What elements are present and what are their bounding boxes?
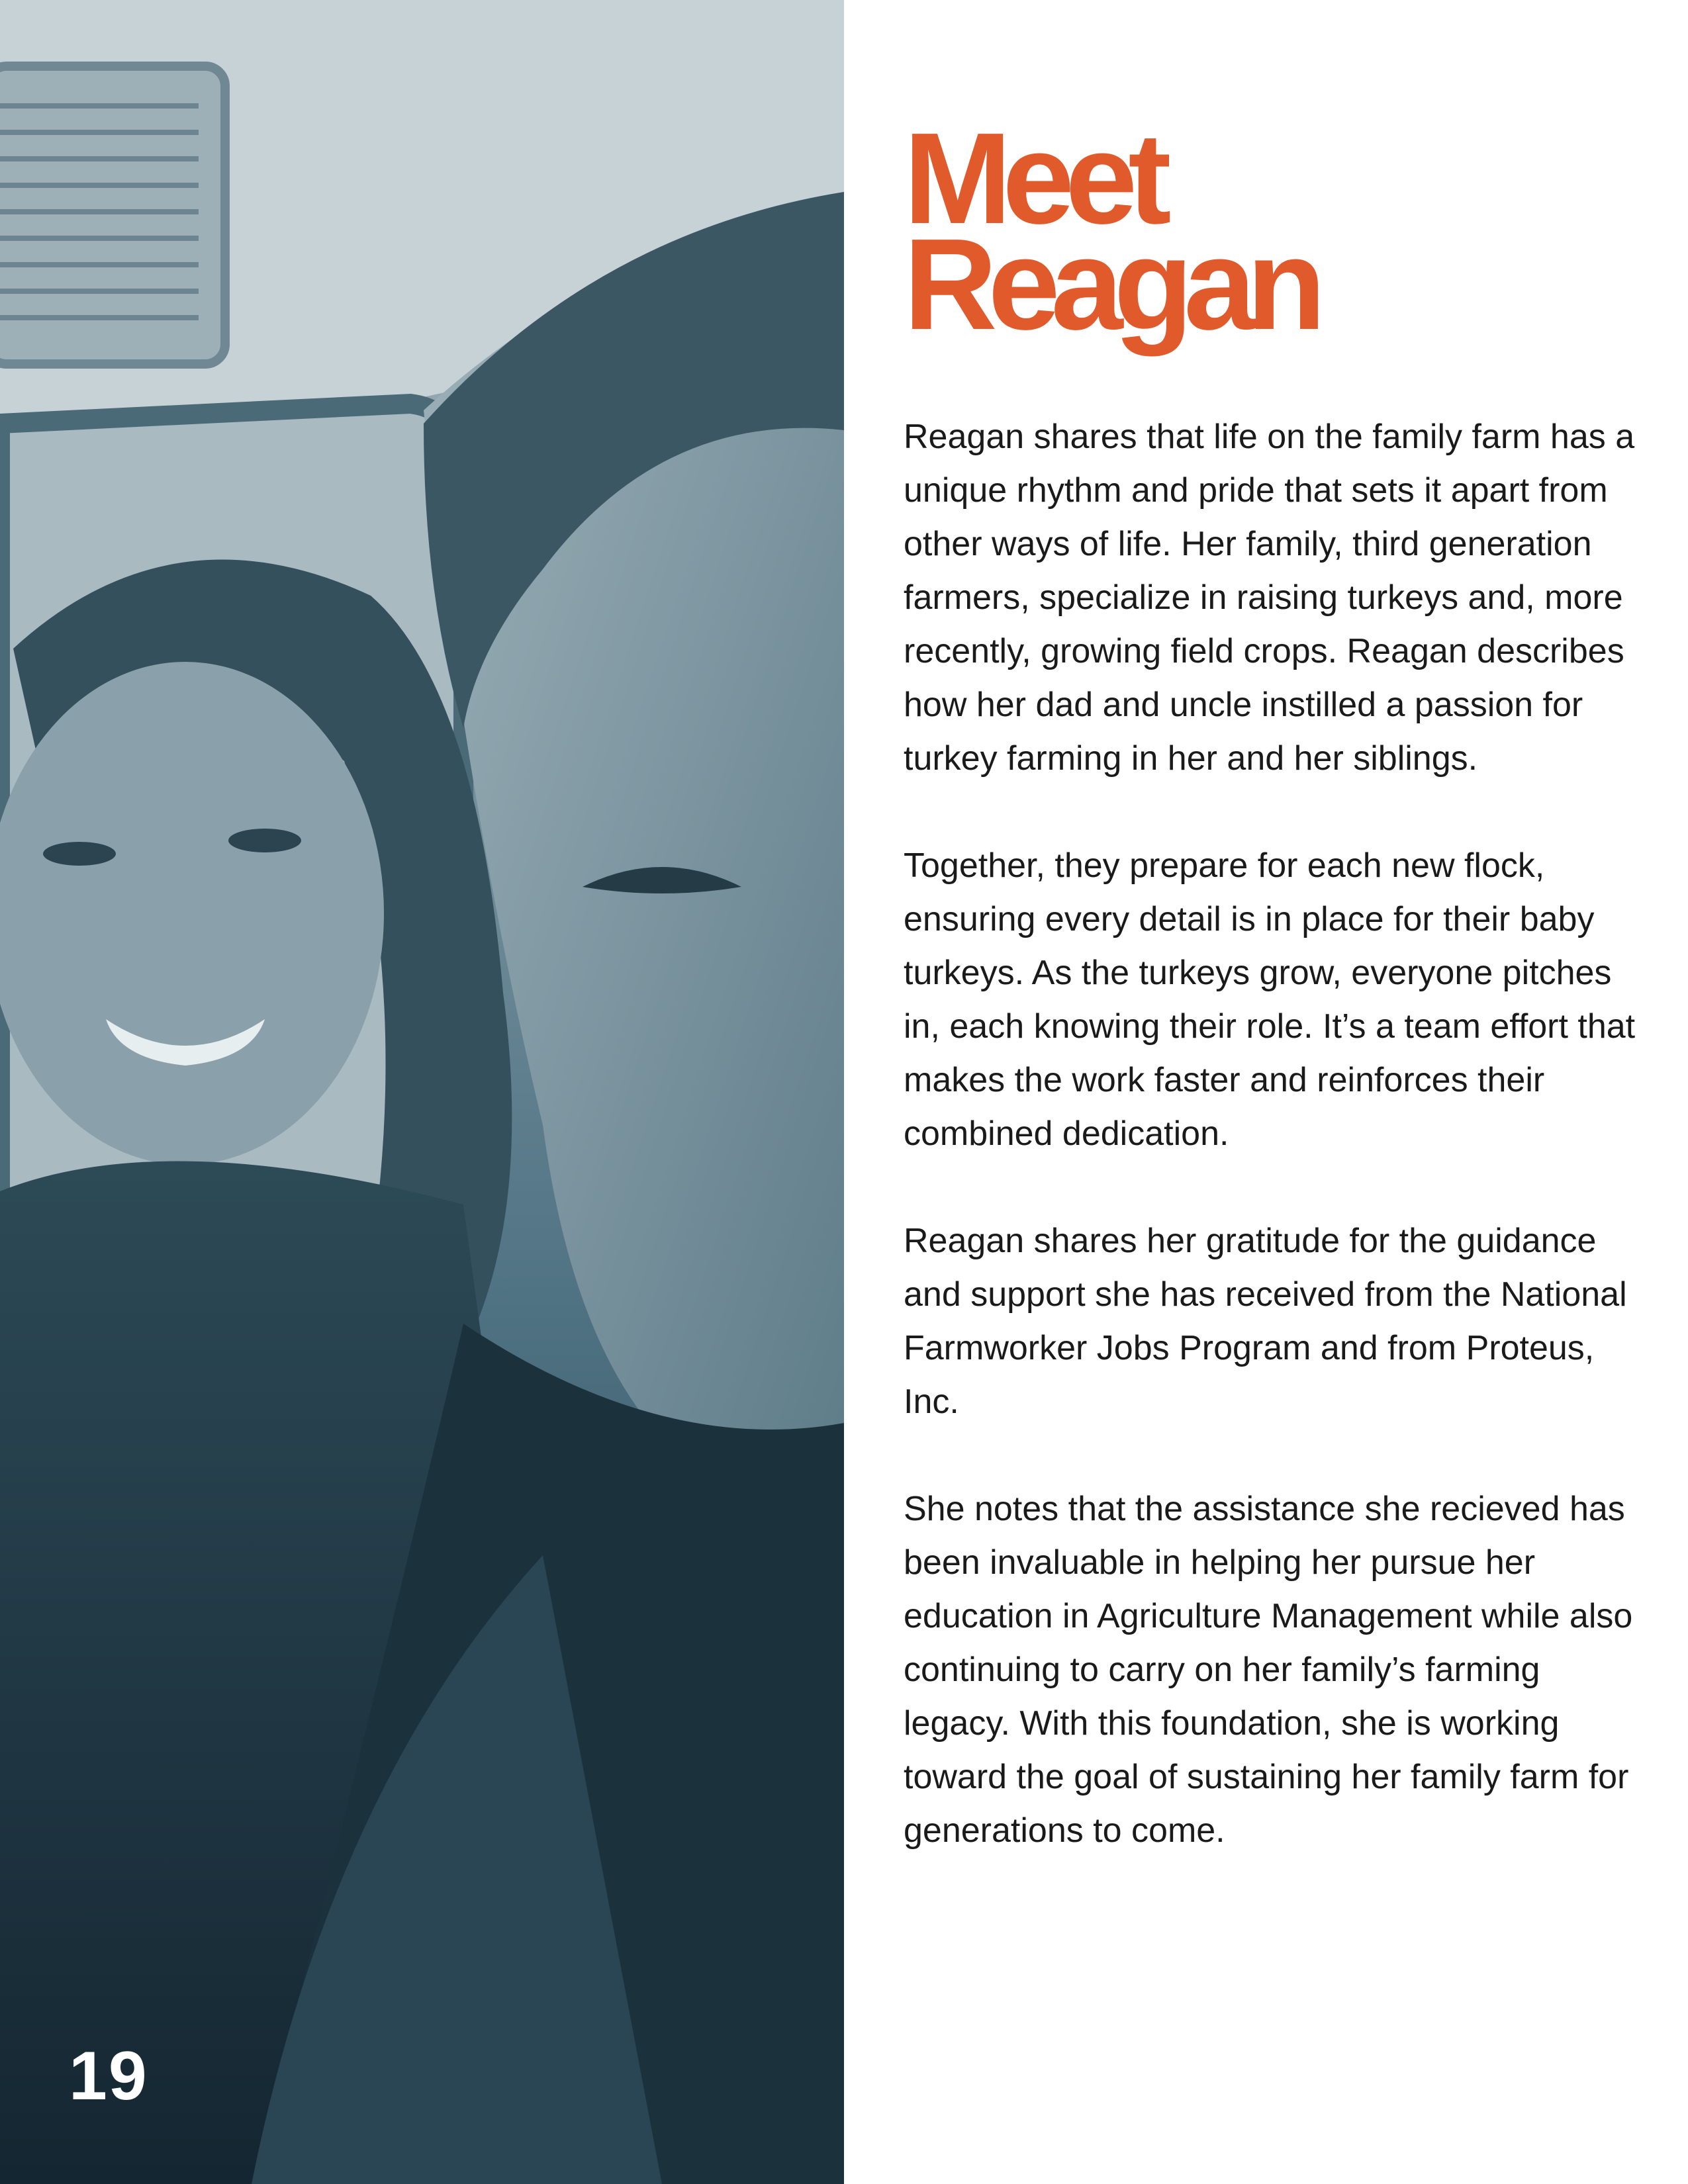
- page-title-line-1: Meet: [904, 106, 1162, 251]
- girl-face: [0, 662, 384, 1165]
- paragraph-4: She notes that the assistance she recieved has been invaluable in helping her pursue her education in Agriculture Management while also continuing to carry on her family’s farming legacy. With this foundation, she is working toward the goal of sustaining her family farm for generations to come.: [904, 1490, 1633, 1850]
- paragraph-1: Reagan shares that life on the family farm has a unique rhythm and pride that sets it apart from other ways of life. Her family, third generation farmers, specialize in raising turkeys and, more recently, growing field crops. Reagan describes how her dad and uncle instilled a passion for turkey farming in her and her siblings.: [904, 418, 1635, 778]
- page-number: 19: [69, 2038, 148, 2115]
- page-title: [904, 106, 1638, 357]
- article-body: [904, 410, 1638, 1858]
- paragraph-2: Together, they prepare for each new flock, ensuring every detail is in place for their baby turkeys. As the turkeys grow, everyone pitches in, each knowing their role. It’s a team effort that makes the work faster and reinforces their combined dedication.: [904, 846, 1636, 1153]
- article-column: [904, 106, 1638, 1911]
- page-title-line-2: Reagan: [904, 212, 1317, 357]
- paragraph-3: Reagan shares her gratitude for the guidance and support she has received from the National Farmworker Jobs Program and from Proteus, Inc.: [904, 1222, 1627, 1421]
